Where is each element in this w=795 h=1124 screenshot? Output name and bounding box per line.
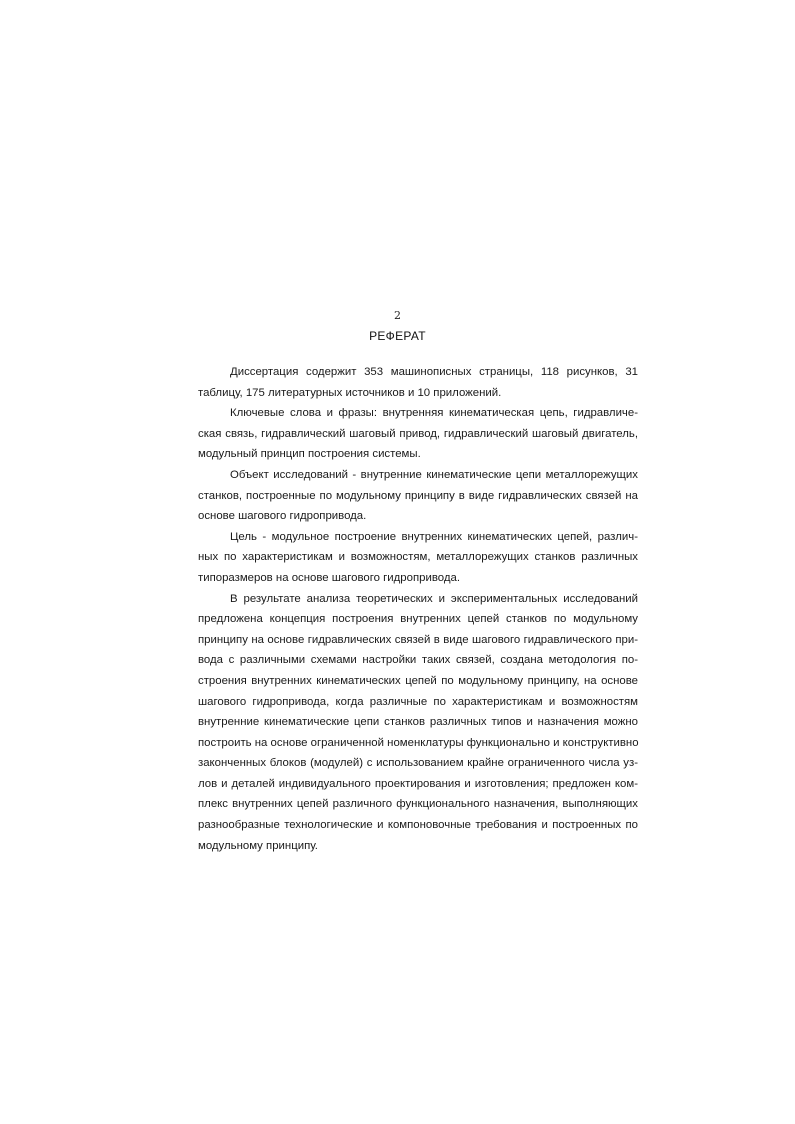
text-line: типоразмеров на основе шагового гидропривода. (198, 571, 460, 584)
text-line: ных по характеристикам и возможностям, металлорежущих станков различных (198, 551, 638, 564)
text-line: станков, построенные по модульному принципу в виде гидравлических связей на (198, 489, 638, 502)
paragraph-goal (198, 527, 638, 589)
text-line: плекс внутренних цепей различного функционального назначения, выполняющих (198, 798, 638, 811)
text-line: модульному принципу. (198, 839, 318, 852)
text-line: Ключевые слова и фразы: внутренняя кинематическая цепь, гидравличе- (230, 407, 638, 420)
abstract-body (198, 362, 638, 856)
text-line: внутренние кинематические цепи станков различных типов и назначения можно (198, 716, 638, 729)
text-line: основе шагового гидропривода. (198, 510, 367, 523)
paragraph-dissertation-size (198, 362, 638, 403)
text-line: модульный принцип построения системы. (198, 448, 421, 461)
text-line: предложена концепция построения внутренних цепей станков по модульному (198, 613, 638, 626)
text-line: ская связь, гидравлический шаговый привод, гидравлический шаговый двигатель, (198, 427, 638, 440)
text-line: принципу на основе гидравлических связей в виде шагового гидравлического при- (198, 633, 638, 646)
paragraph-research-object (198, 465, 638, 527)
text-line: Объект исследований - внутренние кинематические цепи металлорежущих (230, 468, 638, 481)
text-line: таблицу, 175 литературных источников и 10 приложений. (198, 386, 502, 399)
text-line: законченных блоков (модулей) с использованием крайне ограниченного числа уз- (198, 757, 638, 770)
text-line: лов и деталей индивидуального проектирования и изготовления; предложен ком- (198, 777, 638, 790)
text-line: В результате анализа теоретических и экспериментальных исследований (230, 592, 638, 605)
text-line: разнообразные технологические и компоновочные требования и построенных по (198, 819, 638, 832)
paragraph-keywords (198, 403, 638, 465)
text-line: Цель - модульное построение внутренних кинематических цепей, различ- (230, 530, 638, 543)
text-line: Диссертация содержит 353 машинописных страницы, 118 рисунков, 31 (230, 366, 638, 378)
paragraph-results (198, 589, 638, 857)
text-line: вода с различными схемами настройки таких связей, создана методология по- (198, 654, 638, 667)
text-line: шагового гидропривода, когда различные по характеристикам и возможностям (198, 695, 638, 708)
text-line: строения внутренних кинематических цепей по модульному принципу, на основе (198, 674, 638, 687)
page-number: 2 (394, 309, 401, 322)
text-line: построить на основе ограниченной номенклатуры функционально и конструктивно (198, 736, 639, 749)
page-title: РЕФЕРАТ (369, 329, 426, 343)
